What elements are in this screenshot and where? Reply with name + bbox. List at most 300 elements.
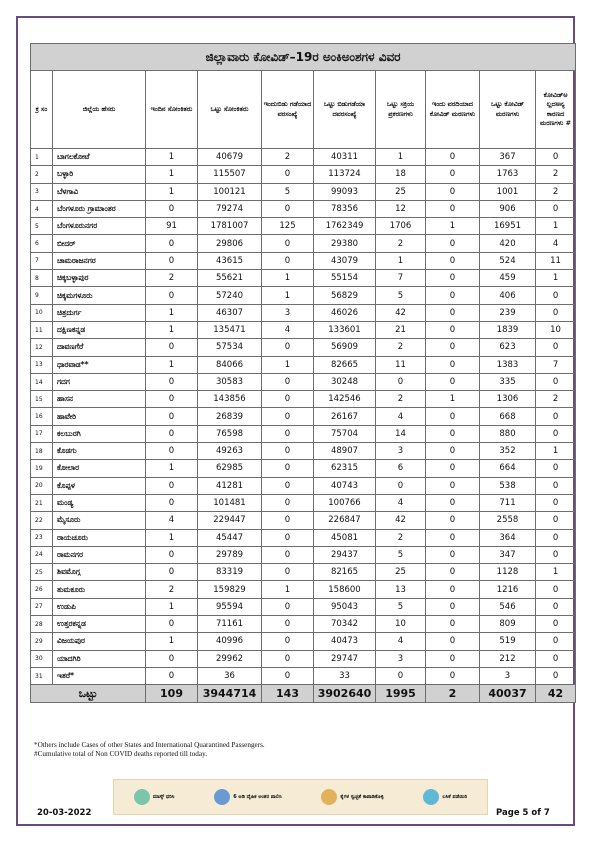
value-cell: 0 (426, 200, 480, 217)
value-cell: 21 (376, 321, 426, 338)
value-cell: 158600 (314, 581, 376, 598)
value-cell: 0 (262, 494, 314, 511)
serial-cell: 8 (31, 270, 53, 287)
column-header: ಇಂದಿನ ಸೋಂಕಿತರು (146, 71, 198, 149)
value-cell: 0 (146, 391, 198, 408)
serial-cell: 29 (31, 633, 53, 650)
awareness-banner (113, 779, 488, 815)
value-cell: 1128 (480, 564, 536, 581)
value-cell: 46307 (198, 304, 262, 321)
value-cell: 2 (376, 529, 426, 546)
value-cell: 0 (536, 667, 576, 684)
serial-cell: 9 (31, 287, 53, 304)
value-cell: 0 (426, 667, 480, 684)
column-header: ಒಟ್ಟು ಬಿಡುಗಡೆಯಾ ದವರಸಂಖ್ಯೆ (314, 71, 376, 149)
value-cell: 0 (426, 443, 480, 460)
value-cell: 0 (426, 408, 480, 425)
table-row (31, 166, 576, 183)
value-cell: 0 (426, 616, 480, 633)
value-cell: 0 (426, 425, 480, 442)
table-row (31, 183, 576, 200)
district-cell: ಮೈಸೂರು (53, 512, 146, 529)
value-cell: 1839 (480, 321, 536, 338)
banner-text: 6 ಅಡಿ ದೈಹಿಕ ಅಂತರ ಪಾಲಿಸಿ (233, 794, 282, 800)
value-cell: 113724 (314, 166, 376, 183)
value-cell: 0 (262, 650, 314, 667)
serial-cell: 23 (31, 529, 53, 546)
value-cell: 668 (480, 408, 536, 425)
value-cell: 212 (480, 650, 536, 667)
value-cell: 1 (376, 252, 426, 269)
banner-item (214, 789, 281, 805)
district-cell: ಚಿಕ್ಕಮಗಳೂರು (53, 287, 146, 304)
value-cell: 1001 (480, 183, 536, 200)
value-cell: 2 (376, 235, 426, 252)
value-cell: 0 (536, 425, 576, 442)
value-cell: 3 (262, 304, 314, 321)
value-cell: 367 (480, 149, 536, 166)
value-cell: 0 (426, 477, 480, 494)
district-cell: ಧಾರವಾಡ** (53, 356, 146, 373)
serial-cell: 5 (31, 218, 53, 235)
value-cell: 4 (146, 512, 198, 529)
serial-cell: 15 (31, 391, 53, 408)
value-cell: 16951 (480, 218, 536, 235)
value-cell: 7 (376, 270, 426, 287)
table-row (31, 633, 576, 650)
value-cell: 36 (198, 667, 262, 684)
value-cell: 0 (262, 546, 314, 563)
value-cell: 133601 (314, 321, 376, 338)
value-cell: 29806 (198, 235, 262, 252)
value-cell: 0 (262, 235, 314, 252)
value-cell: 0 (262, 616, 314, 633)
value-cell: 1216 (480, 581, 536, 598)
value-cell: 0 (262, 425, 314, 442)
value-cell: 0 (426, 598, 480, 615)
serial-cell: 16 (31, 408, 53, 425)
value-cell: 45081 (314, 529, 376, 546)
serial-cell: 2 (31, 166, 53, 183)
banner-item (134, 789, 175, 805)
serial-cell: 26 (31, 581, 53, 598)
value-cell: 5 (376, 546, 426, 563)
value-cell: 33 (314, 667, 376, 684)
value-cell: 0 (262, 339, 314, 356)
district-cell: ದಾವಣಗೆರೆ (53, 339, 146, 356)
total-value: 143 (262, 685, 314, 703)
table-row (31, 564, 576, 581)
district-cell: ತುಮಕೂರು (53, 581, 146, 598)
value-cell: 0 (262, 460, 314, 477)
value-cell: 11 (376, 356, 426, 373)
value-cell: 135471 (198, 321, 262, 338)
value-cell: 40473 (314, 633, 376, 650)
total-row (31, 685, 576, 703)
value-cell: 1 (262, 581, 314, 598)
total-value: 1995 (376, 685, 426, 703)
value-cell: 0 (376, 477, 426, 494)
value-cell: 2 (536, 391, 576, 408)
value-cell: 0 (146, 546, 198, 563)
value-cell: 1383 (480, 356, 536, 373)
district-cell: ವಿಜಯಪುರ (53, 633, 146, 650)
serial-cell: 6 (31, 235, 53, 252)
value-cell: 519 (480, 633, 536, 650)
value-cell: 40311 (314, 149, 376, 166)
value-cell: 29962 (198, 650, 262, 667)
table-row (31, 667, 576, 684)
covid-district-table (30, 43, 576, 703)
column-header: ಇಂದುಬಿಡು ಗಡೆಯಾದ ವರಸಂಖ್ಯೆ (262, 71, 314, 149)
value-cell: 0 (262, 373, 314, 390)
value-cell: 0 (536, 339, 576, 356)
value-cell: 45447 (198, 529, 262, 546)
banner-item (423, 789, 467, 805)
value-cell: 29380 (314, 235, 376, 252)
value-cell: 57240 (198, 287, 262, 304)
table-row (31, 373, 576, 390)
district-cell: ಹಾಸನ (53, 391, 146, 408)
value-cell: 623 (480, 339, 536, 356)
table-row (31, 598, 576, 615)
value-cell: 71161 (198, 616, 262, 633)
value-cell: 2 (146, 270, 198, 287)
district-cell: ಯಾದಗಿರಿ (53, 650, 146, 667)
value-cell: 420 (480, 235, 536, 252)
value-cell: 0 (536, 512, 576, 529)
district-cell: ಬಳ್ಳಾರಿ (53, 166, 146, 183)
value-cell: 0 (426, 166, 480, 183)
serial-cell: 30 (31, 650, 53, 667)
value-cell: 56829 (314, 287, 376, 304)
value-cell: 99093 (314, 183, 376, 200)
value-cell: 2 (536, 183, 576, 200)
value-cell: 0 (146, 477, 198, 494)
value-cell: 91 (146, 218, 198, 235)
value-cell: 62315 (314, 460, 376, 477)
value-cell: 57534 (198, 339, 262, 356)
value-cell: 100766 (314, 494, 376, 511)
column-header: ಕೋವಿಡ್‌ಅ ಲ್ಲದಅನ್ಯ ಕಾರಣದ ಮರಣಗಳು # (536, 71, 576, 149)
value-cell: 43615 (198, 252, 262, 269)
table-row (31, 477, 576, 494)
value-cell: 0 (146, 425, 198, 442)
value-cell: 0 (536, 633, 576, 650)
table-row (31, 200, 576, 217)
table-row (31, 321, 576, 338)
value-cell: 29789 (198, 546, 262, 563)
value-cell: 0 (426, 529, 480, 546)
value-cell: 459 (480, 270, 536, 287)
value-cell: 0 (536, 529, 576, 546)
value-cell: 1 (376, 149, 426, 166)
value-cell: 0 (146, 667, 198, 684)
district-cell: ಚಿತ್ರದುರ್ಗ (53, 304, 146, 321)
header-row (31, 71, 576, 149)
value-cell: 0 (146, 200, 198, 217)
value-cell: 0 (146, 564, 198, 581)
value-cell: 70342 (314, 616, 376, 633)
value-cell: 0 (262, 477, 314, 494)
value-cell: 347 (480, 546, 536, 563)
serial-cell: 13 (31, 356, 53, 373)
total-value: 3902640 (314, 685, 376, 703)
covid-district-table-container (30, 43, 575, 703)
table-row (31, 391, 576, 408)
serial-cell: 12 (31, 339, 53, 356)
value-cell: 6 (376, 460, 426, 477)
serial-cell: 31 (31, 667, 53, 684)
value-cell: 0 (376, 373, 426, 390)
serial-cell: 11 (31, 321, 53, 338)
value-cell: 3 (376, 443, 426, 460)
serial-cell: 25 (31, 564, 53, 581)
district-cell: ಶಿವಮೊಗ್ಗ (53, 564, 146, 581)
value-cell: 0 (376, 667, 426, 684)
value-cell: 880 (480, 425, 536, 442)
district-cell: ಕಲಬುರಗಿ (53, 425, 146, 442)
value-cell: 0 (146, 373, 198, 390)
value-cell: 0 (426, 270, 480, 287)
footnote-non-covid: #Cumulative total of Non COVID deaths reported till today. (34, 750, 207, 758)
district-cell: ಉಡುಪಿ (53, 598, 146, 615)
district-cell: ಬಾಗಲಕೋಟೆ (53, 149, 146, 166)
table-row (31, 252, 576, 269)
table-row (31, 443, 576, 460)
value-cell: 142546 (314, 391, 376, 408)
value-cell: 1 (146, 460, 198, 477)
value-cell: 0 (426, 546, 480, 563)
value-cell: 26167 (314, 408, 376, 425)
serial-cell: 18 (31, 443, 53, 460)
value-cell: 0 (536, 494, 576, 511)
total-value: 109 (146, 685, 198, 703)
value-cell: 0 (146, 408, 198, 425)
district-cell: ರಾಯಚೂರು (53, 529, 146, 546)
value-cell: 12 (376, 200, 426, 217)
value-cell: 83319 (198, 564, 262, 581)
district-cell: ಬೆಳಗಾವಿ (53, 183, 146, 200)
district-cell: ಬೆಂಗಳೂರುನಗರ (53, 218, 146, 235)
serial-cell: 22 (31, 512, 53, 529)
total-value: 42 (536, 685, 576, 703)
value-cell: 0 (426, 494, 480, 511)
value-cell: 4 (262, 321, 314, 338)
value-cell: 0 (426, 287, 480, 304)
serial-cell: 27 (31, 598, 53, 615)
serial-cell: 19 (31, 460, 53, 477)
value-cell: 0 (536, 304, 576, 321)
table-row (31, 425, 576, 442)
serial-cell: 1 (31, 149, 53, 166)
column-header: ಇಂದು ವರದಿಯಾದ ಕೋವಿಡ್ ಮರಣಗಳು (426, 71, 480, 149)
table-row (31, 356, 576, 373)
value-cell: 0 (262, 391, 314, 408)
value-cell: 1 (146, 598, 198, 615)
vaccine-icon (423, 789, 439, 805)
total-value: 40037 (480, 685, 536, 703)
value-cell: 406 (480, 287, 536, 304)
value-cell: 40996 (198, 633, 262, 650)
value-cell: 75704 (314, 425, 376, 442)
district-cell: ಕೊಪ್ಪಳ (53, 477, 146, 494)
value-cell: 0 (262, 443, 314, 460)
value-cell: 46026 (314, 304, 376, 321)
district-cell: ಕೊಡಗು (53, 443, 146, 460)
value-cell: 0 (426, 564, 480, 581)
value-cell: 0 (262, 512, 314, 529)
value-cell: 0 (536, 650, 576, 667)
value-cell: 49263 (198, 443, 262, 460)
value-cell: 0 (262, 200, 314, 217)
value-cell: 3 (376, 650, 426, 667)
value-cell: 1 (426, 391, 480, 408)
value-cell: 1 (146, 166, 198, 183)
value-cell: 159829 (198, 581, 262, 598)
value-cell: 0 (146, 235, 198, 252)
table-row (31, 460, 576, 477)
value-cell: 10 (536, 321, 576, 338)
value-cell: 0 (536, 581, 576, 598)
value-cell: 55621 (198, 270, 262, 287)
value-cell: 0 (262, 633, 314, 650)
value-cell: 10 (376, 616, 426, 633)
value-cell: 1781007 (198, 218, 262, 235)
value-cell: 2 (376, 391, 426, 408)
district-cell: ಹಾವೇರಿ (53, 408, 146, 425)
value-cell: 0 (262, 564, 314, 581)
handwash-icon (321, 789, 337, 805)
serial-cell: 10 (31, 304, 53, 321)
table-row (31, 218, 576, 235)
column-header: ಒಟ್ಟು ಸಕ್ರಿಯ ಪ್ರಕರಣಗಳು (376, 71, 426, 149)
value-cell: 0 (426, 304, 480, 321)
column-header: ಜಿಲ್ಲೆಯ ಹೆಸರು (53, 71, 146, 149)
value-cell: 143856 (198, 391, 262, 408)
value-cell: 30583 (198, 373, 262, 390)
value-cell: 0 (146, 494, 198, 511)
value-cell: 664 (480, 460, 536, 477)
table-row (31, 149, 576, 166)
district-cell: ಮಂಡ್ಯ (53, 494, 146, 511)
value-cell: 13 (376, 581, 426, 598)
value-cell: 1 (146, 356, 198, 373)
total-label: ಒಟ್ಟು (31, 685, 146, 703)
serial-cell: 4 (31, 200, 53, 217)
value-cell: 1 (146, 633, 198, 650)
value-cell: 101481 (198, 494, 262, 511)
value-cell: 5 (376, 598, 426, 615)
value-cell: 0 (536, 408, 576, 425)
value-cell: 1 (426, 218, 480, 235)
table-row (31, 287, 576, 304)
value-cell: 62985 (198, 460, 262, 477)
serial-cell: 14 (31, 373, 53, 390)
serial-cell: 7 (31, 252, 53, 269)
value-cell: 0 (536, 200, 576, 217)
value-cell: 1 (262, 287, 314, 304)
value-cell: 0 (426, 235, 480, 252)
value-cell: 40679 (198, 149, 262, 166)
table-row (31, 512, 576, 529)
value-cell: 0 (426, 252, 480, 269)
table-title: ಜಿಲ್ಲಾವಾರು ಕೋವಿಡ್–19ರ ಅಂಕಿಅಂಶಗಳ ವಿವರ (31, 44, 576, 71)
value-cell: 43079 (314, 252, 376, 269)
value-cell: 0 (426, 460, 480, 477)
value-cell: 84066 (198, 356, 262, 373)
table-row (31, 616, 576, 633)
value-cell: 711 (480, 494, 536, 511)
value-cell: 226847 (314, 512, 376, 529)
table-row (31, 304, 576, 321)
value-cell: 0 (146, 339, 198, 356)
district-cell: ಉತ್ತರಕನ್ನಡ (53, 616, 146, 633)
footnote-others: *Others include Cases of other States and International Quarantined Passengers. (34, 741, 265, 749)
value-cell: 1 (536, 443, 576, 460)
value-cell: 48907 (314, 443, 376, 460)
district-cell: ಬೀದರ್ (53, 235, 146, 252)
value-cell: 1306 (480, 391, 536, 408)
value-cell: 4 (376, 494, 426, 511)
value-cell: 4 (536, 235, 576, 252)
value-cell: 0 (536, 287, 576, 304)
value-cell: 0 (426, 321, 480, 338)
district-cell: ದಕ್ಷಿಣಕನ್ನಡ (53, 321, 146, 338)
value-cell: 25 (376, 564, 426, 581)
banner-text: ಮಾಸ್ಕ್ ಧರಿಸಿ (152, 794, 175, 800)
value-cell: 1 (262, 270, 314, 287)
value-cell: 1 (146, 149, 198, 166)
value-cell: 0 (536, 477, 576, 494)
footnotes (34, 741, 265, 759)
district-cell: ರಾಮನಗರ (53, 546, 146, 563)
value-cell: 0 (146, 443, 198, 460)
value-cell: 78356 (314, 200, 376, 217)
distance-icon (214, 789, 230, 805)
value-cell: 1 (146, 529, 198, 546)
page-number: Page 5 of 7 (496, 808, 550, 818)
value-cell: 5 (376, 287, 426, 304)
value-cell: 546 (480, 598, 536, 615)
value-cell: 18 (376, 166, 426, 183)
serial-cell: 20 (31, 477, 53, 494)
value-cell: 25 (376, 183, 426, 200)
table-row (31, 494, 576, 511)
value-cell: 0 (426, 512, 480, 529)
value-cell: 1762349 (314, 218, 376, 235)
value-cell: 42 (376, 512, 426, 529)
total-value: 3944714 (198, 685, 262, 703)
value-cell: 0 (146, 616, 198, 633)
value-cell: 11 (536, 252, 576, 269)
value-cell: 0 (262, 667, 314, 684)
value-cell: 0 (536, 149, 576, 166)
value-cell: 0 (262, 598, 314, 615)
table-row (31, 581, 576, 598)
value-cell: 100121 (198, 183, 262, 200)
value-cell: 809 (480, 616, 536, 633)
value-cell: 95043 (314, 598, 376, 615)
district-cell: ಬೆಂಗಳೂರು ಗ್ರಾಮಾಂತರ (53, 200, 146, 217)
serial-cell: 3 (31, 183, 53, 200)
value-cell: 95594 (198, 598, 262, 615)
table-row (31, 529, 576, 546)
value-cell: 1 (146, 304, 198, 321)
value-cell: 0 (536, 546, 576, 563)
value-cell: 2 (262, 149, 314, 166)
value-cell: 40743 (314, 477, 376, 494)
